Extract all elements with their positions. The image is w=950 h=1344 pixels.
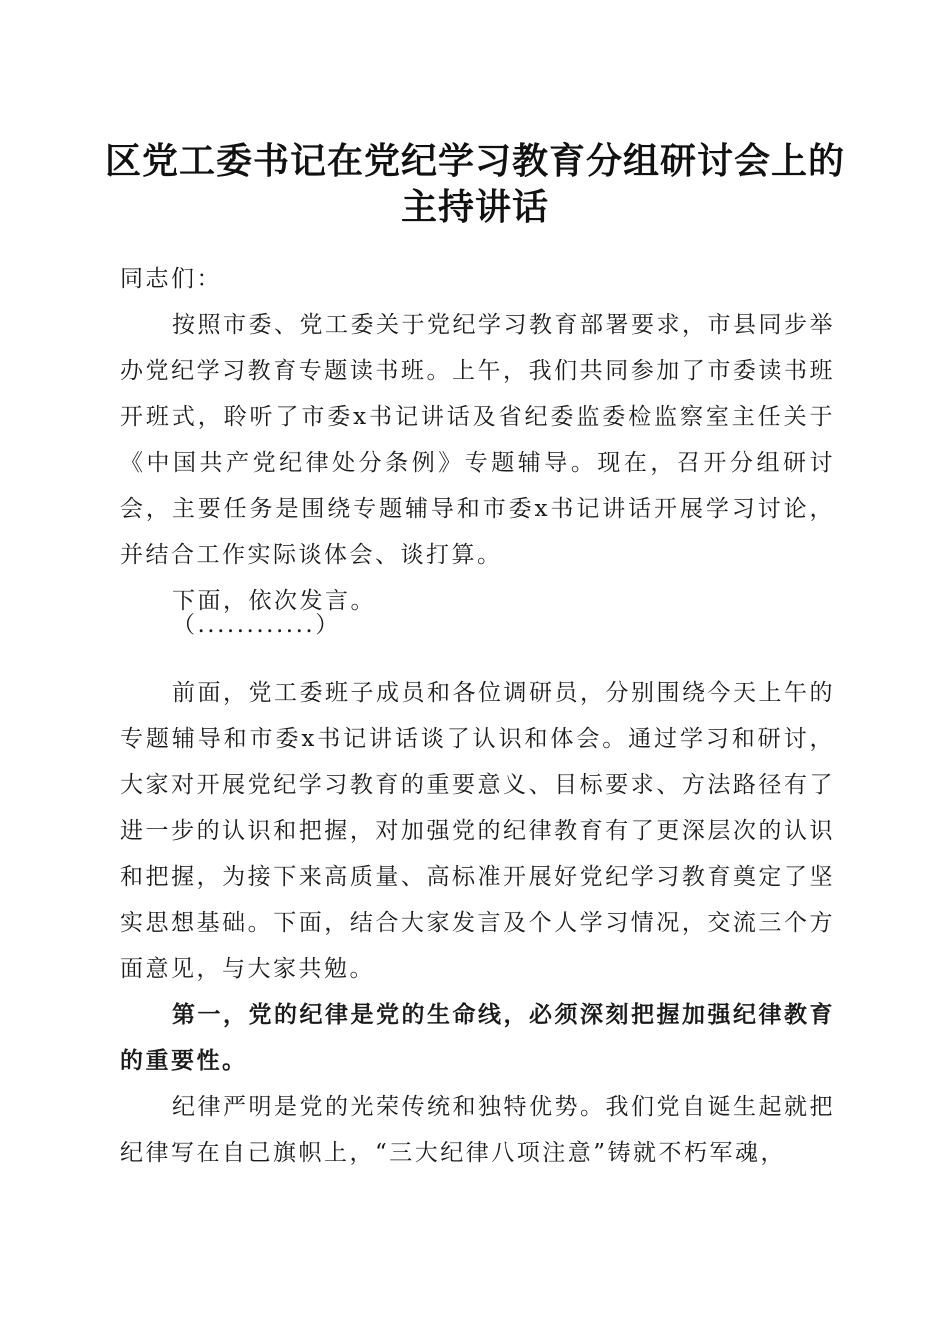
section-heading-first: 第一，党的纪律是党的生命线，必须深刻把握加强纪律教育的重要性。 bbox=[120, 1001, 835, 1074]
salutation: 同志们： bbox=[120, 266, 222, 292]
paragraph-opening: 按照市委、党工委关于党纪学习教育部署要求，市县同步举办党纪学习教育专题读书班。上午，我们共同参加了市委读书班开班式，聆听了市委x书记讲话及省纪委监委检监察室主任关于《中国共产党纪律处分条例》专题辅导。现在，召开分组研讨会，主要任务是围绕专题辅导和市委x书记讲话开展学习讨论，并结合工作实际谈体会、谈打算。 bbox=[120, 312, 835, 568]
paragraph-discipline: 纪律严明是党的光荣传统和独特优势。我们党自诞生起就把纪律写在自己旗帜上，“三大纪律八项注意”铸就不朽军魂， bbox=[120, 1094, 835, 1166]
paragraph-speak-in-turn: 下面，依次发言。 bbox=[172, 588, 376, 614]
paragraph-ellipsis: （............） bbox=[172, 612, 341, 638]
paragraph-summary: 前面，党工委班子成员和各位调研员，分别围绕今天上午的专题辅导和市委x书记讲话谈了认识和体会。通过学习和研讨，大家对开展党纪学习教育的重要意义、目标要求、方法路径有了进一步的认识和把握，对加强党的纪律教育有了更深层次的认识和把握，为接下来高质量、高标准开展好党纪学习教育奠定了坚实思想基础。下面，结合大家发言及个人学习情况，交流三个方面意见，与大家共勉。 bbox=[120, 680, 835, 982]
body-section-1 bbox=[120, 302, 835, 624]
document-title-line-1: 区党工委书记在党纪学习教育分组研讨会上的 bbox=[104, 140, 845, 182]
body-section-2 bbox=[120, 670, 835, 1176]
document-title-line-2: 主持讲话 bbox=[400, 186, 549, 228]
